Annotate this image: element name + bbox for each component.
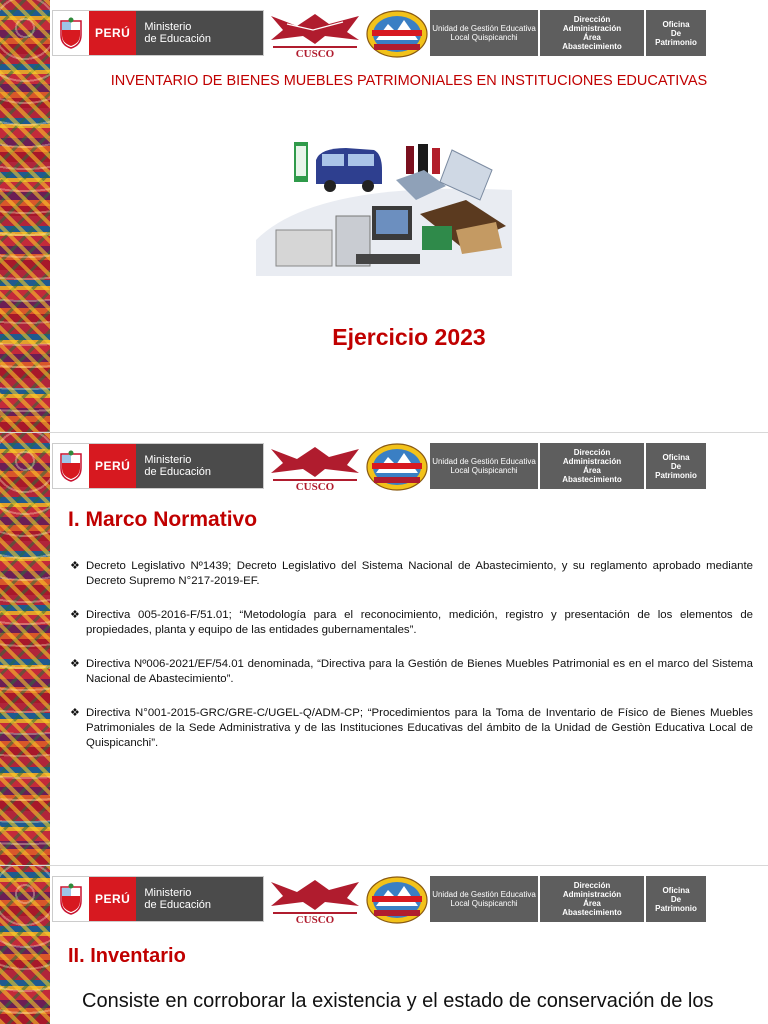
ugel-line2: Local Quispicanchi (450, 33, 518, 42)
dir-line3: Área (583, 899, 601, 908)
ugel-label (430, 443, 538, 489)
ugel-line2: Local Quispicanchi (450, 466, 518, 475)
gobierno-regional-cusco-logo (267, 443, 363, 491)
year-heading: Ejercicio 2023 (332, 324, 486, 350)
inventario-paragraph: Consiste en corroborar la existencia y el estado de conservación de los (82, 990, 714, 1012)
diamond-bullet-icon: ❖ (70, 658, 80, 670)
ugel-label (430, 10, 538, 56)
gobierno-regional-cusco-logo (267, 10, 363, 58)
normative-list (70, 559, 753, 770)
direccion-label (540, 443, 644, 489)
dir-line1: Dirección (573, 448, 611, 457)
ofi-line1: Oficina (662, 885, 690, 895)
slide-cover (0, 0, 768, 432)
oficina-label (646, 10, 706, 56)
ministry-label (136, 11, 263, 55)
oficina-label (646, 443, 706, 489)
office-equipment-collage-image (256, 130, 512, 276)
section-title-inventario: II. Inventario (68, 945, 186, 967)
header-logos (52, 10, 712, 60)
ofi-line2: De (670, 894, 682, 904)
ministry-line1: Ministerio (144, 454, 192, 466)
peru-label: PERÚ (89, 877, 136, 921)
main-title: INVENTARIO DE BIENES MUEBLES PATRIMONIALES EN INSTITUCIONES EDUCATIVAS (110, 73, 708, 89)
peru-shield-icon (53, 11, 89, 55)
section-title-marco-normativo: I. Marco Normativo (68, 508, 258, 531)
direccion-label (540, 10, 644, 56)
diamond-bullet-icon: ❖ (70, 560, 80, 572)
list-item-text: Directiva N°001-2015-GRC/GRE-C/UGEL-Q/ADM-CP; “Procedimientos para la Toma de Inventario de Físico de Bienes Muebles Patrimoniales de la Sede Administrativa y de las Instituciones Educativas del ámbito de la Unidad de Gestiòn Educativa Local de Quispicanchi”. (86, 707, 753, 749)
list-item (70, 608, 753, 638)
ugel-quispicanchi-logo (366, 876, 428, 924)
ofi-line3: Patrimonio (655, 37, 697, 47)
header-logos (52, 443, 712, 493)
list-item (70, 706, 753, 751)
woven-border (0, 0, 50, 432)
ugel-quispicanchi-logo (366, 10, 428, 58)
dir-line2: Administración (562, 457, 622, 466)
minedu-logo (52, 443, 264, 489)
svg-text:CUSCO: CUSCO (295, 48, 335, 58)
list-item (70, 657, 753, 687)
header-logos (52, 876, 712, 926)
list-item-text: Directiva Nº006-2021/EF/54.01 denominada, “Directiva para la Gestión de Bienes Muebles Patrimonial es en el marco del Sistema Nacional de Abastecimiento”. (86, 658, 753, 685)
ugel-line2: Local Quispicanchi (450, 899, 518, 908)
ministry-label (136, 444, 263, 488)
list-item (70, 559, 753, 589)
ugel-quispicanchi-logo (366, 443, 428, 491)
minedu-logo (52, 876, 264, 922)
ofi-line3: Patrimonio (655, 903, 697, 913)
list-item-text: Decreto Legislativo Nº1439; Decreto Legislativo del Sistema Nacional de Abastecimiento, y su reglamento aprobado mediante Decreto Supremo N°217-2019-EF. (86, 560, 753, 587)
ministry-line2: de Educación (144, 899, 212, 911)
ofi-line2: De (670, 28, 682, 38)
woven-border (0, 866, 50, 1024)
dir-line1: Dirección (573, 15, 611, 24)
ugel-line1: Unidad de Gestión Educativa (432, 24, 536, 33)
dir-line4: Abastecimiento (562, 475, 622, 484)
dir-line2: Administración (562, 24, 622, 33)
woven-border (0, 433, 50, 865)
dir-line1: Dirección (573, 881, 611, 890)
ofi-line3: Patrimonio (655, 470, 697, 480)
ofi-line2: De (670, 461, 682, 471)
ugel-line1: Unidad de Gestión Educativa (432, 457, 536, 466)
dir-line4: Abastecimiento (562, 42, 622, 51)
dir-line3: Área (583, 33, 601, 42)
ugel-line1: Unidad de Gestión Educativa (432, 890, 536, 899)
minedu-logo (52, 10, 264, 56)
peru-shield-icon (53, 877, 89, 921)
direccion-label (540, 876, 644, 922)
list-item-text: Directiva 005-2016-F/51.01; “Metodología para el reconocimiento, medición, registro y presentación de los elementos de propiedades, planta y equipo de las entidades gubernamentales”. (86, 609, 753, 636)
dir-line4: Abastecimiento (562, 908, 622, 917)
ministry-line1: Ministerio (144, 887, 192, 899)
ugel-label (430, 876, 538, 922)
oficina-label (646, 876, 706, 922)
ofi-line1: Oficina (662, 452, 690, 462)
ministry-line1: Ministerio (144, 21, 192, 33)
svg-text:CUSCO: CUSCO (295, 481, 335, 491)
dir-line2: Administración (562, 890, 622, 899)
svg-text:CUSCO: CUSCO (295, 914, 335, 924)
diamond-bullet-icon: ❖ (70, 609, 80, 621)
peru-label: PERÚ (89, 11, 136, 55)
ministry-line2: de Educación (144, 466, 212, 478)
ministry-label (136, 877, 263, 921)
peru-shield-icon (53, 444, 89, 488)
dir-line3: Área (583, 466, 601, 475)
gobierno-regional-cusco-logo (267, 876, 363, 924)
ministry-line2: de Educación (144, 33, 212, 45)
peru-label: PERÚ (89, 444, 136, 488)
ofi-line1: Oficina (662, 19, 690, 29)
diamond-bullet-icon: ❖ (70, 707, 80, 719)
